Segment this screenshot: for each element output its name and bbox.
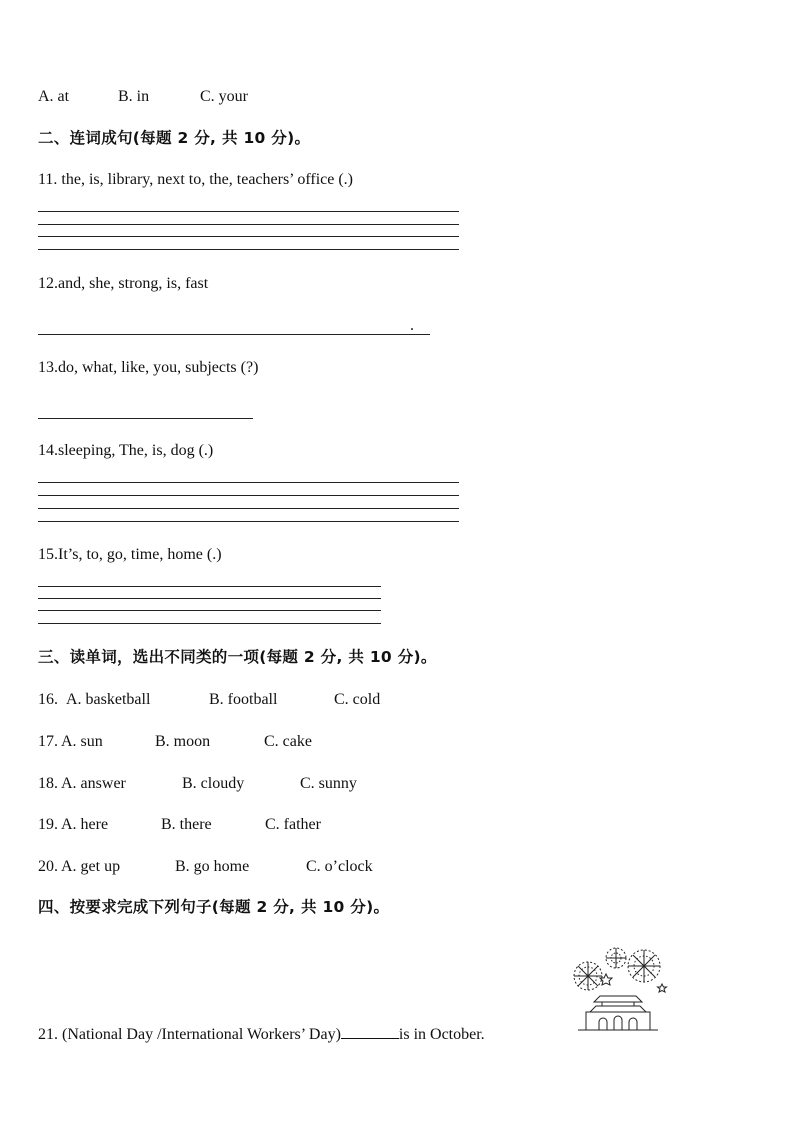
q16-option-a: A. basketball [66,691,151,708]
q16-number: 16. [38,691,58,708]
q11-answer-line-3 [38,236,459,237]
q14-prompt: 14.sleeping, The, is, dog (.) [38,442,214,459]
q21-answer-blank[interactable] [341,1023,399,1039]
q11-prompt: 11. the, is, library, next to, the, teachers’ office (.) [38,171,353,188]
q20-option-c: C. o’clock [306,858,373,875]
q17-option-a: A. sun [61,733,103,750]
q20-number: 20. [38,858,58,875]
q10-option-c: C. your [200,88,248,105]
section4-title: 四、按要求完成下列句子(每题 2 分, 共 10 分)。 [38,898,390,916]
q18-option-c: C. sunny [300,775,357,792]
section3-title: 三、读单词，选出不同类的一项(每题 2 分, 共 10 分)。 [38,648,437,666]
q19-option-b: B. there [161,816,212,833]
q16-option-b: B. football [209,691,278,708]
q14-answer-line-3 [38,508,459,509]
q13-answer-line [38,418,253,419]
q19-number: 19. [38,816,58,833]
q12-answer-line [38,334,430,335]
q15-answer-line-3 [38,610,381,611]
q12-prompt: 12.and, she, strong, is, fast [38,275,209,292]
q18-option-b: B. cloudy [182,775,245,792]
q12-period: . [410,317,414,334]
q18-number: 18. [38,775,58,792]
q21-prefix: 21. (National Day /International Workers’ Day) [38,1026,341,1043]
q11-answer-line-1 [38,211,459,212]
q17-option-b: B. moon [155,733,211,750]
q20-option-b: B. go home [175,858,250,875]
q15-answer-line-2 [38,598,381,599]
q21-sentence [38,1023,485,1045]
q14-answer-line-2 [38,495,459,496]
q14-answer-line-4 [38,521,459,522]
q10-option-a: A. at [38,88,70,105]
q15-answer-line-4 [38,623,381,624]
q17-option-c: C. cake [264,733,312,750]
q15-answer-line-1 [38,586,381,587]
q20-option-a: A. get up [61,858,121,875]
q16-option-c: C. cold [334,691,381,708]
tiananmen-fireworks-icon [566,944,670,1039]
section2-title: 二、连词成句(每题 2 分, 共 10 分)。 [38,129,311,147]
q18-option-a: A. answer [61,775,126,792]
q11-answer-line-4 [38,249,459,250]
q15-prompt: 15.It’s, to, go, time, home (.) [38,546,222,563]
q14-answer-line-1 [38,482,459,483]
q11-answer-line-2 [38,224,459,225]
q10-option-b: B. in [118,88,150,105]
q19-option-c: C. father [265,816,321,833]
q17-number: 17. [38,733,58,750]
q19-option-a: A. here [61,816,109,833]
q13-prompt: 13.do, what, like, you, subjects (?) [38,359,259,376]
q21-suffix: is in October. [398,1026,485,1043]
